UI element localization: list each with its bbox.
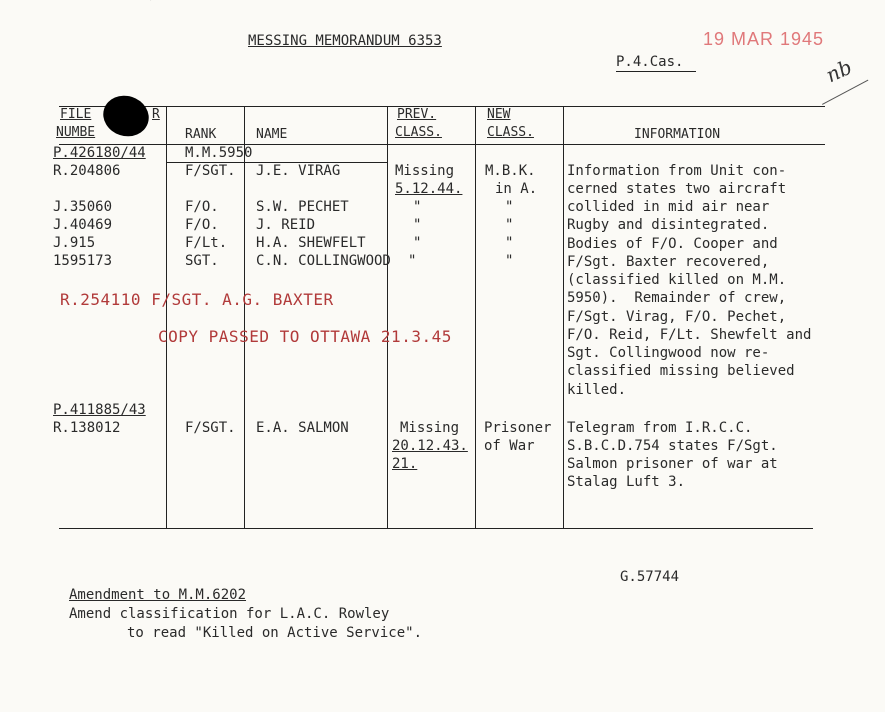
row-prev: " bbox=[413, 199, 422, 215]
row-name: J.E. VIRAG bbox=[256, 163, 341, 179]
row-name: S.W. PECHET bbox=[256, 199, 349, 215]
info-line: S.B.C.D.754 states F/Sgt. bbox=[567, 438, 778, 454]
amendment-line-1: Amend classification for L.A.C. Rowley bbox=[69, 606, 390, 622]
row-file: J.40469 bbox=[53, 217, 113, 233]
info-line: Rugby and disintegrated. bbox=[567, 217, 770, 233]
group1-mm-ref: M.M.5950 bbox=[185, 145, 253, 161]
handwritten-note: nb bbox=[822, 54, 856, 88]
row-rank: F/Lt. bbox=[185, 235, 228, 251]
ink-blot bbox=[98, 90, 154, 142]
group2-prev: Missing bbox=[400, 420, 460, 436]
info-line: Stalag Luft 3. bbox=[567, 474, 686, 490]
group2-rank: F/SGT. bbox=[185, 420, 236, 436]
header-new-1: NEW bbox=[487, 107, 511, 122]
info-line: classified missing believed bbox=[567, 363, 795, 379]
paper-scratch bbox=[150, 0, 162, 1]
reference-code: P.4.Cas. bbox=[616, 54, 684, 70]
col-divider-name bbox=[244, 106, 245, 528]
row-prev: " bbox=[413, 217, 422, 233]
memo-title: MESSING MEMORANDUM 6353 bbox=[248, 33, 442, 49]
row-name: C.N. COLLINGWOOD bbox=[256, 253, 391, 269]
row-prev: " bbox=[413, 235, 422, 251]
header-prev-2: CLASS. bbox=[395, 125, 442, 140]
info-line: F/Sgt. Virag, F/O. Pechet, bbox=[567, 309, 787, 325]
group2-prev-date2: 21. bbox=[392, 456, 418, 472]
group2-new-2: of War bbox=[484, 438, 535, 454]
info-line: Telegram from I.R.C.C. bbox=[567, 420, 753, 436]
row-rank: SGT. bbox=[185, 253, 219, 269]
table-top-border bbox=[59, 106, 825, 107]
info-line: collided in mid air near bbox=[567, 199, 770, 215]
group2-file: R.138012 bbox=[53, 420, 121, 436]
info-line: (classified killed on M.M. bbox=[567, 272, 787, 288]
new-extra: in A. bbox=[495, 181, 538, 197]
row-new: " bbox=[505, 235, 514, 251]
row-new: M.B.K. bbox=[485, 163, 536, 179]
row-file: R.204806 bbox=[53, 163, 121, 179]
group2-new-1: Prisoner bbox=[484, 420, 552, 436]
table-header-border bbox=[59, 144, 825, 145]
col-divider-info bbox=[563, 106, 564, 528]
info-line: cerned states two aircraft bbox=[567, 181, 787, 197]
header-new-2: CLASS. bbox=[487, 125, 534, 140]
col-divider-prev bbox=[387, 106, 388, 528]
amendment-line-2: to read "Killed on Active Service". bbox=[127, 625, 423, 641]
reference-underline bbox=[616, 71, 696, 72]
row-new: " bbox=[505, 253, 514, 269]
info-line: 5950). Remainder of crew, bbox=[567, 290, 787, 306]
group1-file-ref: P.426180/44 bbox=[53, 145, 146, 161]
group2-file-ref: P.411885/43 bbox=[53, 402, 146, 418]
header-prev-1: PREV. bbox=[397, 107, 437, 122]
amendment-title: Amendment to M.M.6202 bbox=[69, 587, 247, 603]
info-line: Information from Unit con- bbox=[567, 163, 787, 179]
info-line: Salmon prisoner of war at bbox=[567, 456, 778, 472]
row-name: H.A. SHEWFELT bbox=[256, 235, 366, 251]
header-file: FILE bbox=[60, 107, 92, 122]
header-information: INFORMATION bbox=[634, 127, 721, 142]
table-bottom-border bbox=[59, 528, 813, 529]
header-file-end: R bbox=[152, 107, 160, 122]
info-line: Sgt. Collingwood now re- bbox=[567, 345, 770, 361]
baxter-annotation: R.254110 F/SGT. A.G. BAXTER bbox=[60, 290, 334, 309]
footer-code: G.57744 bbox=[620, 569, 680, 585]
col-divider-rank bbox=[166, 106, 167, 528]
header-number: NUMBE bbox=[56, 125, 96, 140]
info-line: Bodies of F/O. Cooper and bbox=[567, 236, 778, 252]
header-rank: RANK bbox=[185, 127, 217, 142]
prev-date: 5.12.44. bbox=[395, 181, 463, 197]
row-rank: F/SGT. bbox=[185, 163, 236, 179]
row-file: J.35060 bbox=[53, 199, 113, 215]
row-rank: F/O. bbox=[185, 217, 219, 233]
handwritten-stroke bbox=[822, 80, 868, 105]
group2-name: E.A. SALMON bbox=[256, 420, 349, 436]
date-stamp: 19 MAR 1945 bbox=[703, 29, 825, 49]
info-line: killed. bbox=[567, 382, 627, 398]
row-new: " bbox=[505, 217, 514, 233]
group2-prev-date: 20.12.43. bbox=[392, 438, 468, 454]
row-file: 1595173 bbox=[53, 253, 113, 269]
copy-passed-annotation: COPY PASSED TO OTTAWA 21.3.45 bbox=[158, 327, 452, 346]
info-line: F/O. Reid, F/Lt. Shewfelt and bbox=[567, 327, 812, 343]
row-rank: F/O. bbox=[185, 199, 219, 215]
row-file: J.915 bbox=[53, 235, 96, 251]
row-name: J. REID bbox=[256, 217, 316, 233]
row-prev: " bbox=[408, 253, 417, 269]
info-line: F/Sgt. Baxter recovered, bbox=[567, 254, 770, 270]
row-new: " bbox=[505, 199, 514, 215]
col-divider-new bbox=[475, 106, 476, 528]
row-prev: Missing bbox=[395, 163, 455, 179]
header-name: NAME bbox=[256, 127, 288, 142]
